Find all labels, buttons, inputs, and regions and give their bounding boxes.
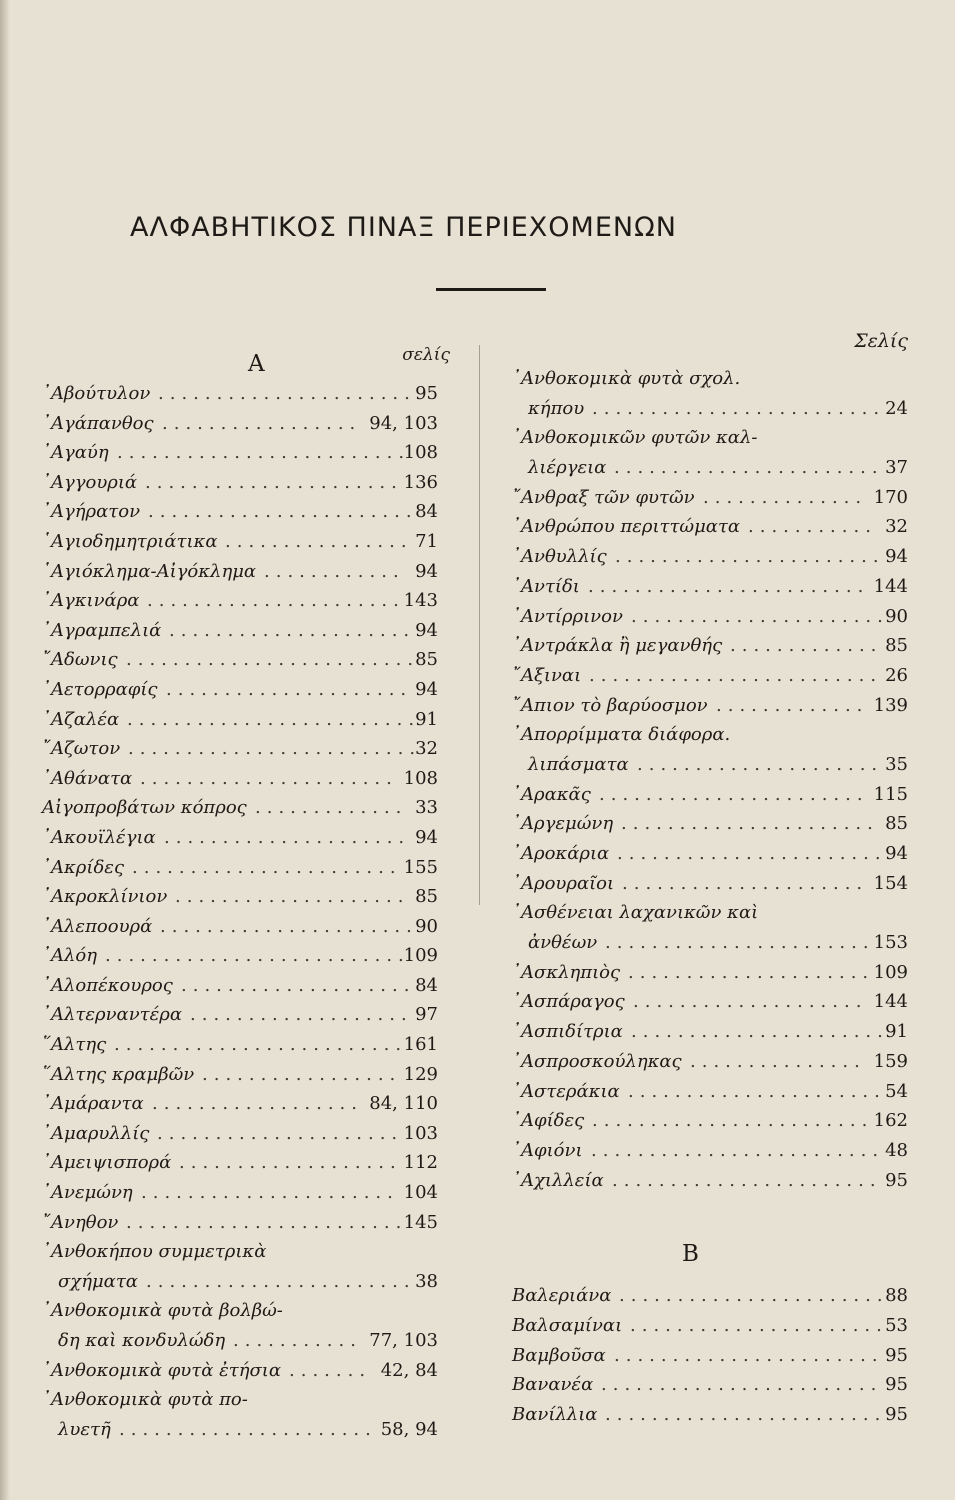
- leader-dots: .........................: [591, 1139, 885, 1161]
- index-entry: [42, 438, 438, 468]
- right-entry-list: [512, 364, 908, 1195]
- index-entry: [512, 364, 908, 394]
- entry-term: ᾿Αφίδες: [512, 1110, 585, 1132]
- entry-page: 109: [873, 961, 908, 983]
- entry-term: ᾿Αζαλέα: [42, 708, 120, 730]
- entry-page: 77, 103: [369, 1330, 438, 1351]
- entry-term: ῞Αλτης: [42, 1034, 107, 1056]
- index-entry: [42, 1237, 438, 1267]
- entry-page: 94: [885, 843, 908, 864]
- leader-dots: .......................: [614, 1344, 884, 1366]
- entry-term: λυετῆ: [58, 1418, 111, 1440]
- column-divider: [479, 345, 480, 905]
- index-entry: [42, 527, 438, 557]
- index-entry: [512, 1341, 908, 1371]
- index-entry: [512, 809, 908, 839]
- leader-dots: .............: [255, 797, 408, 819]
- left-entry-list: [42, 379, 438, 1444]
- leader-dots: ........................: [605, 1404, 887, 1425]
- title-underline: [436, 288, 546, 291]
- leader-dots: .....................: [164, 826, 411, 848]
- entry-page: 54: [885, 1080, 908, 1102]
- entry-term: ᾿Ανθοκήπου συμμετρικὰ: [42, 1241, 267, 1263]
- index-entry: [512, 661, 908, 691]
- leader-dots: .....................: [166, 678, 413, 700]
- entry-page: 32: [885, 516, 908, 538]
- section-letter-b: B: [682, 1241, 699, 1268]
- entry-term: λιπάσματα: [528, 753, 629, 775]
- index-entry: [512, 1136, 908, 1166]
- leader-dots: ........................: [592, 1110, 874, 1132]
- entry-page: 108: [403, 767, 438, 789]
- entry-page: 97: [415, 1004, 438, 1026]
- entry-term: ᾿Αμάραντα: [42, 1093, 144, 1115]
- entry-page: 159: [873, 1050, 908, 1072]
- entry-term: ᾿Αβούτυλον: [42, 383, 151, 404]
- index-entry: [512, 423, 908, 453]
- entry-term: ᾿Αγραμπελιά: [42, 619, 162, 641]
- leader-dots: .......................: [612, 1169, 882, 1191]
- index-entry: [42, 468, 438, 498]
- entry-term: ᾿Ανθοκομικὰ φυτὰ ἐτήσια: [42, 1359, 281, 1381]
- leader-dots: ....................: [633, 991, 868, 1013]
- pages-label-left: σελίς: [402, 345, 450, 365]
- entry-term: ᾿Ακροκλίνιον: [42, 886, 168, 908]
- entry-page: 53: [885, 1314, 908, 1336]
- leader-dots: .....................: [637, 753, 884, 775]
- index-entry: [512, 780, 908, 810]
- leader-dots: ......................: [147, 590, 405, 612]
- entry-term: Βαλεριάνα: [512, 1285, 612, 1307]
- index-entry: [512, 1311, 908, 1341]
- entry-page: 90: [885, 605, 908, 627]
- leader-dots: ...........: [748, 516, 877, 538]
- leader-dots: .....................: [157, 1122, 404, 1144]
- leader-dots: .........................: [128, 738, 422, 760]
- index-entry: [42, 882, 438, 912]
- entry-page: 48: [885, 1139, 908, 1161]
- leader-dots: ..............: [703, 486, 868, 508]
- entry-term: ᾿Αντράκλα ἢ μεγανθής: [512, 635, 723, 657]
- entry-page: 161: [403, 1034, 438, 1056]
- entry-page: 115: [873, 783, 908, 805]
- entry-term: Βανανέα: [512, 1374, 594, 1396]
- entry-page: 35: [885, 753, 908, 775]
- entry-term: ᾿Ασθένειαι λαχανικῶν καὶ: [512, 902, 759, 924]
- leader-dots: .............: [730, 635, 883, 657]
- leader-dots: ......................: [628, 1080, 886, 1102]
- leader-dots: ......................: [141, 1182, 399, 1204]
- entry-term: ᾿Αργεμώνη: [512, 813, 614, 835]
- index-entry: [42, 1030, 438, 1060]
- index-entry: [512, 898, 908, 928]
- index-entry: [42, 1356, 438, 1386]
- entry-page: 94: [415, 826, 438, 848]
- leader-dots: .................: [202, 1063, 402, 1085]
- index-entry: [42, 734, 438, 764]
- leader-dots: .......................: [617, 843, 887, 864]
- entry-term: ᾿Αρουραῖοι: [512, 872, 615, 894]
- leader-dots: ......................: [631, 1021, 889, 1043]
- leader-dots: ......................: [140, 767, 398, 789]
- entry-term: ᾿Αγάπανθος: [42, 412, 154, 434]
- entry-term: ῞Αλτης κραμβῶν: [42, 1063, 195, 1085]
- entry-term: ᾿Αγήρατον: [42, 501, 141, 523]
- index-entry: [512, 512, 908, 542]
- index-entry: [42, 1415, 438, 1445]
- index-entry: [42, 705, 438, 735]
- index-entry: [512, 602, 908, 632]
- index-entry: [512, 572, 908, 602]
- entry-term: ᾿Αθάνατα: [42, 767, 133, 789]
- leader-dots: .......................: [132, 856, 402, 878]
- index-entry: [512, 750, 908, 780]
- index-entry: [512, 542, 908, 572]
- right-entry-list-b: [512, 1281, 908, 1429]
- index-entry: [42, 1267, 438, 1297]
- entry-term: Βαμβοῦσα: [512, 1344, 606, 1366]
- entry-page: 84: [415, 974, 438, 996]
- index-entry: [42, 1178, 438, 1208]
- entry-term: ᾿Ασπάραγος: [512, 991, 625, 1013]
- entry-page: 94: [415, 678, 438, 700]
- entry-page: 143: [403, 590, 438, 612]
- entry-page: 154: [873, 872, 908, 894]
- index-entry: [42, 971, 438, 1001]
- entry-term: ᾿Αστεράκια: [512, 1080, 620, 1102]
- entry-term: ᾿Ανθοκομικὰ φυτὰ σχολ.: [512, 368, 741, 389]
- index-entry: [512, 1077, 908, 1107]
- index-entry: [42, 793, 438, 823]
- entry-term: σχήματα: [58, 1270, 138, 1292]
- leader-dots: .......................: [148, 501, 418, 523]
- leader-dots: ............: [264, 560, 405, 582]
- entry-page: 136: [403, 471, 438, 493]
- entry-term: ᾿Αετορραφίς: [42, 678, 158, 700]
- leader-dots: ......................: [630, 1314, 888, 1336]
- index-entry: [42, 941, 438, 971]
- index-entry: [512, 1106, 908, 1136]
- leader-dots: .....................: [622, 872, 869, 894]
- index-entry: [42, 764, 438, 794]
- entry-term: ᾿Αμαρυλλίς: [42, 1122, 150, 1144]
- entry-page: 155: [403, 856, 438, 878]
- leader-dots: ....................: [175, 886, 410, 908]
- entry-page: 85: [415, 649, 438, 671]
- entry-page: 84, 110: [369, 1093, 438, 1115]
- entry-page: 145: [403, 1211, 438, 1233]
- entry-term: ᾿Αμειψισπορά: [42, 1152, 172, 1174]
- entry-term: ᾿Αγκινάρα: [42, 590, 140, 612]
- entry-term: ᾿Αγγουριά: [42, 471, 138, 493]
- index-entry: [512, 1281, 908, 1311]
- leader-dots: .........................: [126, 649, 420, 671]
- entry-page: 91: [885, 1021, 908, 1043]
- entry-page: 94: [415, 619, 438, 641]
- entry-term: λιέργεια: [528, 457, 607, 479]
- leader-dots: .......................: [614, 457, 884, 479]
- entry-term: ῎Αζωτον: [42, 738, 121, 760]
- entry-term: ῎Ανθραξ τῶν φυτῶν: [512, 486, 695, 508]
- index-entry: [512, 483, 908, 513]
- entry-term: ᾿Αλτερναντέρα: [42, 1004, 183, 1026]
- index-entry: [42, 616, 438, 646]
- index-entry: [512, 928, 908, 958]
- entry-term: ᾿Αχιλλεία: [512, 1169, 604, 1191]
- leader-dots: .....................: [628, 961, 875, 983]
- entry-term: ῎Αξιναι: [512, 664, 582, 686]
- section-letter-b-row: [512, 1241, 908, 1281]
- section-letter-a: A: [248, 351, 265, 377]
- entry-term: ᾿Αρακᾶς: [512, 783, 591, 805]
- index-entry: [512, 1017, 908, 1047]
- right-column-header: [512, 330, 908, 364]
- entry-page: 42, 84: [380, 1359, 438, 1381]
- entry-term: ᾿Αλοπέκουρος: [42, 974, 173, 996]
- entry-page: 95: [885, 1169, 908, 1191]
- index-entry: [42, 1119, 438, 1149]
- entry-term: ᾿Ασπροσκούληκας: [512, 1050, 682, 1072]
- entry-page: 94: [885, 546, 908, 568]
- leader-dots: ......................: [160, 915, 418, 937]
- entry-term: ῎Ανηθον: [42, 1211, 119, 1233]
- index-entry: [512, 1047, 908, 1077]
- leader-dots: .........................: [592, 397, 886, 419]
- entry-term: Αἰγοπροβάτων κόπρος: [42, 797, 247, 819]
- entry-term: δη καὶ κονδυλώδη: [58, 1330, 226, 1351]
- index-entry: [42, 409, 438, 439]
- entry-page: 95: [415, 383, 438, 404]
- entry-term: ᾿Ανθοκομικῶν φυτῶν καλ-: [512, 427, 758, 449]
- index-entry: [42, 1385, 438, 1415]
- leader-dots: .......................: [605, 932, 875, 954]
- entry-page: 104: [403, 1182, 438, 1204]
- leader-dots: .......: [289, 1359, 372, 1381]
- entry-page: 94: [415, 560, 438, 582]
- entry-page: 26: [885, 664, 908, 686]
- entry-term: ῎Απιον τὸ βαρύοσμον: [512, 694, 708, 716]
- index-entry: [42, 1296, 438, 1326]
- leader-dots: .........................: [127, 708, 421, 730]
- leader-dots: .................: [162, 412, 362, 434]
- leader-dots: ........................: [126, 1211, 408, 1233]
- pages-label-right: Σελίς: [854, 330, 908, 352]
- entry-term: ᾿Ασκληπιὸς: [512, 961, 621, 983]
- index-entry: [42, 823, 438, 853]
- index-entry: [512, 958, 908, 988]
- entry-term: ᾿Ανθοκομικὰ φυτὰ βολβώ-: [42, 1300, 283, 1322]
- index-entry: [42, 586, 438, 616]
- page-title: ΑΛΦΑΒΗΤΙΚΟΣ ΠΙΝΑΞ ΠΕΡΙΕΧΟΜΕΝΩΝ: [130, 212, 677, 243]
- index-entry: [42, 645, 438, 675]
- entry-term: κήπου: [528, 397, 585, 419]
- index-entry: [42, 1089, 438, 1119]
- index-entry: [512, 869, 908, 899]
- entry-page: 162: [873, 1110, 908, 1132]
- leader-dots: ......................: [621, 813, 879, 835]
- entry-page: 85: [885, 813, 908, 835]
- page-edge-shadow: [0, 0, 10, 1500]
- entry-page: 95: [885, 1374, 908, 1396]
- leader-dots: ...................: [190, 1004, 413, 1026]
- entry-page: 32: [415, 738, 438, 760]
- entry-page: 153: [873, 932, 908, 954]
- index-entry: [42, 1000, 438, 1030]
- entry-term: ᾿Ανθρώπου περιττώματα: [512, 516, 741, 538]
- leader-dots: ..................: [152, 1093, 363, 1115]
- right-column: [512, 330, 908, 1430]
- entry-term: Βαλσαμίναι: [512, 1314, 623, 1336]
- entry-term: Βανίλλια: [512, 1404, 598, 1425]
- entry-term: ἀνθέων: [528, 932, 598, 954]
- entry-page: 144: [873, 575, 908, 597]
- entry-term: ᾿Απορρίμματα διάφορα.: [512, 724, 731, 746]
- entry-term: ᾿Αλόη: [42, 945, 98, 967]
- index-entry: [42, 497, 438, 527]
- index-entry: [512, 1166, 908, 1196]
- entry-term: ᾿Αντίρρινον: [512, 605, 623, 627]
- entry-page: 139: [873, 694, 908, 716]
- entry-page: 71: [415, 530, 438, 552]
- index-entry: [512, 1400, 908, 1430]
- index-entry: [512, 394, 908, 424]
- leader-dots: ......................: [119, 1418, 377, 1440]
- index-entry: [512, 720, 908, 750]
- leader-dots: ........................: [601, 1374, 883, 1396]
- index-entry: [512, 691, 908, 721]
- entry-term: ᾿Αγαύη: [42, 442, 109, 464]
- entry-page: 24: [885, 397, 908, 419]
- index-entry: [42, 1208, 438, 1238]
- index-entry: [42, 1148, 438, 1178]
- leader-dots: ........................: [588, 575, 870, 597]
- entry-page: 38: [415, 1270, 438, 1292]
- leader-dots: .......................: [615, 546, 885, 568]
- leader-dots: ......................: [158, 383, 416, 404]
- leader-dots: ...........: [233, 1330, 362, 1351]
- leader-dots: ...................: [179, 1152, 402, 1174]
- entry-term: ᾿Ακρίδες: [42, 856, 125, 878]
- entry-page: 90: [415, 915, 438, 937]
- entry-page: 103: [403, 1122, 438, 1144]
- leader-dots: .........................: [117, 442, 411, 464]
- entry-page: 85: [415, 886, 438, 908]
- entry-term: ῾Αγιόκλημα-Αἰγόκλημα: [42, 560, 257, 582]
- entry-term: ᾿Ανεμώνη: [42, 1182, 133, 1204]
- entry-page: 94, 103: [369, 412, 438, 434]
- index-entry: [512, 631, 908, 661]
- leader-dots: .......................: [619, 1285, 889, 1307]
- entry-page: 108: [403, 442, 438, 464]
- entry-term: ῾Αγιοδημητριάτικα: [42, 530, 218, 552]
- leader-dots: ......................: [631, 605, 889, 627]
- leader-dots: .........................: [114, 1034, 408, 1056]
- leader-dots: ...............: [690, 1050, 866, 1072]
- leader-dots: ......................: [145, 471, 403, 493]
- index-entry: [512, 453, 908, 483]
- entry-page: 37: [885, 457, 908, 479]
- entry-page: 91: [415, 708, 438, 730]
- leader-dots: ..........................: [105, 945, 410, 967]
- leader-dots: .......................: [599, 783, 869, 805]
- index-entry: [42, 853, 438, 883]
- index-entry: [512, 1370, 908, 1400]
- entry-page: 58, 94: [380, 1418, 438, 1440]
- leader-dots: .........................: [589, 664, 883, 686]
- entry-term: ῎Αδωνις: [42, 649, 118, 671]
- index-entry: [42, 912, 438, 942]
- entry-page: 112: [403, 1152, 438, 1174]
- entry-term: ᾿Αντίδι: [512, 575, 580, 597]
- entry-page: 109: [403, 945, 438, 967]
- entry-term: ᾿Ανθοκομικὰ φυτὰ πο-: [42, 1389, 248, 1411]
- entry-page: 84: [415, 501, 438, 523]
- leader-dots: .......................: [146, 1270, 416, 1292]
- entry-page: 129: [403, 1063, 438, 1085]
- entry-term: ᾿Αφιόνι: [512, 1139, 583, 1161]
- index-entry: [512, 839, 908, 869]
- index-entry: [42, 557, 438, 587]
- leader-dots: .....................: [169, 619, 416, 641]
- entry-page: 95: [885, 1344, 908, 1366]
- index-entry: [512, 987, 908, 1017]
- entry-page: 95: [885, 1404, 908, 1425]
- leader-dots: .............: [716, 694, 869, 716]
- left-column-header: [42, 345, 450, 379]
- entry-page: 144: [873, 991, 908, 1013]
- index-entry: [42, 1326, 438, 1356]
- leader-dots: ....................: [181, 974, 416, 996]
- leader-dots: ................: [225, 530, 413, 552]
- entry-page: 33: [415, 797, 438, 819]
- index-entry: [42, 1060, 438, 1090]
- entry-term: ᾿Ανθυλλίς: [512, 546, 607, 568]
- entry-term: ᾿Ακουϊλέγια: [42, 826, 156, 848]
- entry-term: ᾿Ασπιδίτρια: [512, 1021, 623, 1043]
- entry-term: ᾿Αλεποουρά: [42, 915, 153, 937]
- left-column: [42, 345, 450, 1444]
- entry-page: 85: [885, 635, 908, 657]
- entry-page: 170: [873, 486, 908, 508]
- entry-page: 88: [885, 1285, 908, 1307]
- index-entry: [42, 675, 438, 705]
- entry-term: ᾿Αροκάρια: [512, 843, 610, 864]
- index-entry: [42, 379, 438, 409]
